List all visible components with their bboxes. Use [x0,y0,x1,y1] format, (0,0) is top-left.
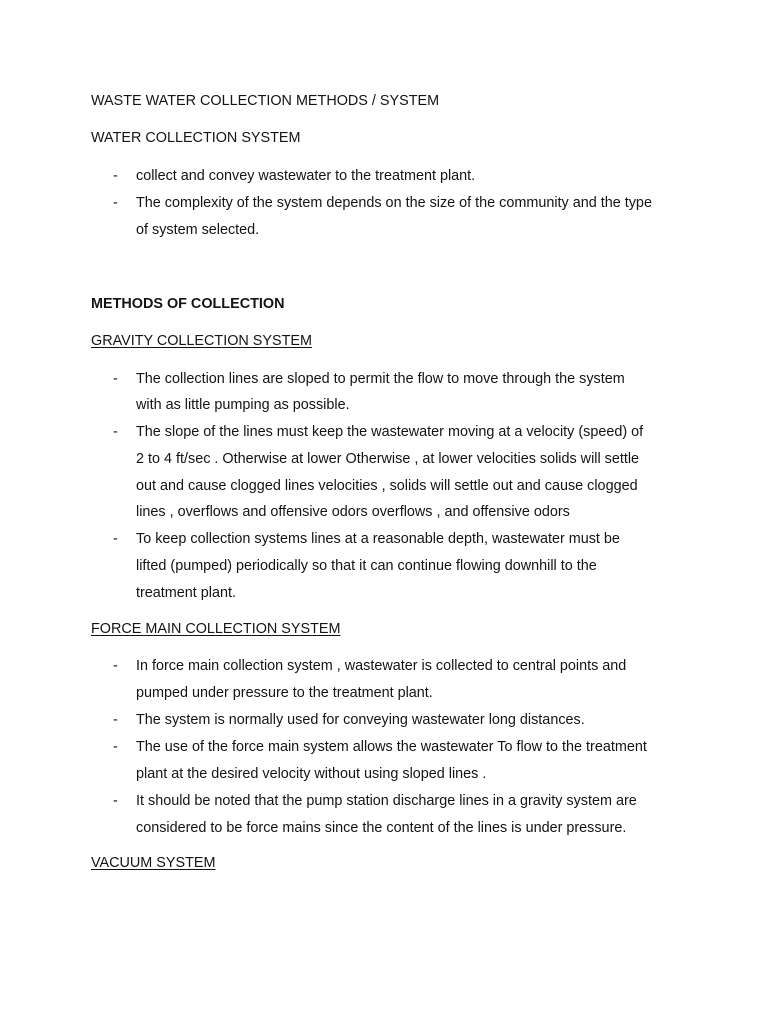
gravity-heading: GRAVITY COLLECTION SYSTEM [91,333,312,349]
bullet-dash: - [113,195,118,211]
bullet-text-line: plant at the desired velocity without using sloped lines . [136,766,487,782]
bullet-text-line: pumped under pressure to the treatment plant. [136,685,433,701]
bullet-text-line: treatment plant. [136,585,236,601]
document-title: WASTE WATER COLLECTION METHODS / SYSTEM [91,93,440,109]
water-collection-heading: WATER COLLECTION SYSTEM [91,130,301,146]
bullet-text-line: In force main collection system , wastewater is collected to central points and [136,658,627,674]
vacuum-heading: VACUUM SYSTEM [91,855,216,871]
bullet-text-line: lifted (pumped) periodically so that it can continue flowing downhill to the [136,558,597,574]
bullet-text-line: It should be noted that the pump station discharge lines in a gravity system are [136,793,637,809]
bullet-text-line: with as little pumping as possible. [136,397,350,413]
bullet-text-line: The slope of the lines must keep the wastewater moving at a velocity (speed) of [136,424,644,440]
bullet-text-line: considered to be force mains since the content of the lines is under pressure. [136,820,627,836]
methods-heading: METHODS OF COLLECTION [91,296,285,312]
bullet-text-line: The collection lines are sloped to permit the flow to move through the system [136,371,625,387]
bullet-text-line: of system selected. [136,222,260,238]
bullet-dash: - [113,793,118,809]
bullet-text-line: lines , overflows and offensive odors overflows , and offensive odors [136,504,570,520]
bullet-text-line: out and cause clogged lines velocities , solids will settle out and cause clogged [136,478,638,494]
bullet-dash: - [113,424,118,440]
bullet-dash: - [113,371,118,387]
bullet-text-line: The complexity of the system depends on the size of the community and the type [136,195,652,211]
bullet-text-line: The system is normally used for conveying wastewater long distances. [136,712,585,728]
bullet-text-line: collect and convey wastewater to the treatment plant. [136,168,476,184]
bullet-dash: - [113,712,118,728]
bullet-text-line: The use of the force main system allows the wastewater To flow to the treatment [136,739,647,755]
bullet-dash: - [113,168,118,184]
bullet-dash: - [113,739,118,755]
force-main-heading: FORCE MAIN COLLECTION SYSTEM [91,621,341,637]
bullet-dash: - [113,658,118,674]
bullet-text-line: 2 to 4 ft/sec . Otherwise at lower Otherwise , at lower velocities solids will settle [136,451,640,467]
bullet-dash: - [113,531,118,547]
bullet-text-line: To keep collection systems lines at a reasonable depth, wastewater must be [136,531,620,547]
